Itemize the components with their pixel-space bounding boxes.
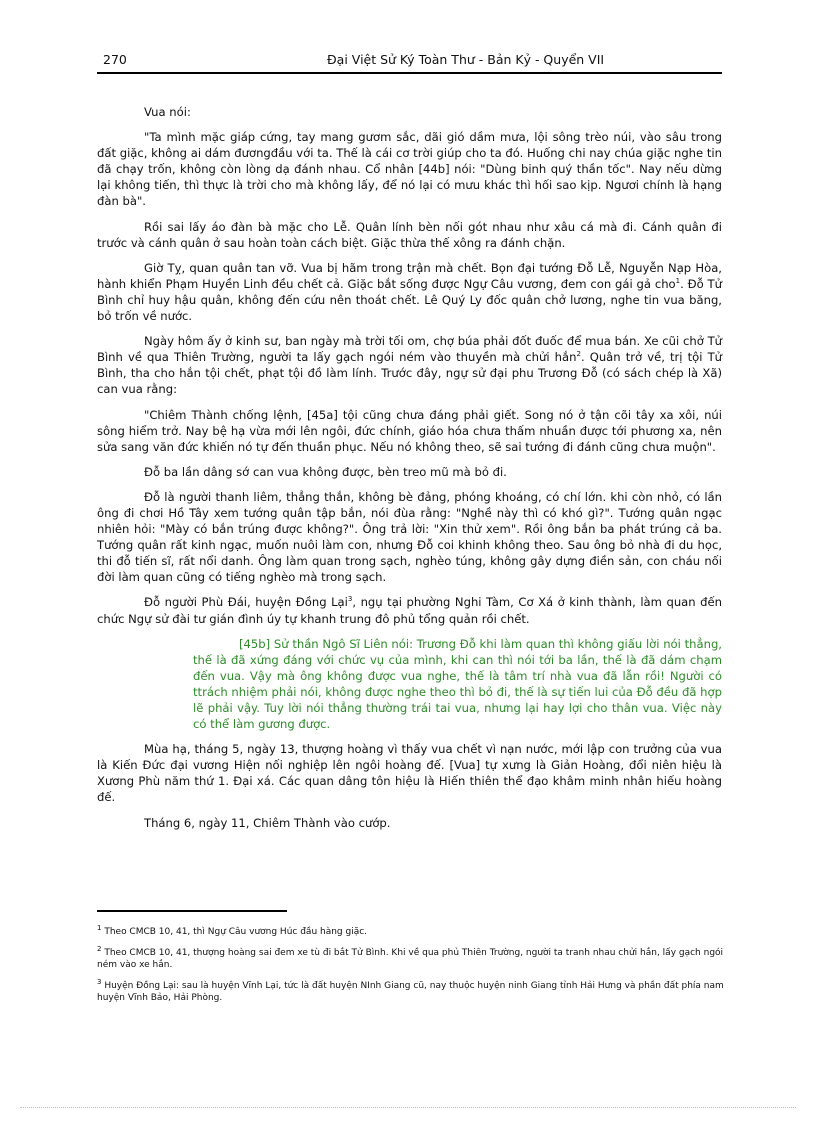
footnote-divider: [97, 910, 287, 912]
running-title: Đại Việt Sử Ký Toàn Thư - Bản Kỷ - Quyển VII: [327, 52, 605, 67]
footnote: $^1$ Theo CMCB 10, 41, thì Ngự Câu vương Húc đầu hàng giặc.: [97, 924, 368, 937]
historian-commentary: [45b] Sử thần Ngô Sĩ Liên nói: Trương Đỗ khi làm quan thì không giấu lời nói thẳng, thế là đã xứng đáng với chức vụ của mình, khi can thì nói tới ba lần, thế là đã dám chạm đến vua. Vậy mà ông không được vua nghe, thế là tâm trí nhà vua đã lẫn rồi! Người có ttrách nhiệm phải nói, không được nghe theo thì bỏ đi, thế là sự tiến lui của Đỗ đều đã hợp lẽ phải vậy. Tuy lời nói thẳng thường trái tai vua, nhưng lại hay lợi cho thân vua. Việc này có thể làm gương được.: [193, 636, 722, 732]
footnote: $^3$ Huyện Đồng Lại: sau là huyện Vĩnh Lại, tức là đất huyện NInh Giang cũ, nay thuộc huyện ninh Giang tỉnh Hải Hưng và phần đất phía nam huyện Vĩnh Bảo, Hải Phòng.: [97, 977, 724, 1003]
footnotes: [97, 926, 727, 1013]
paragraph: Tháng 6, ngày 11, Chiêm Thành vào cướp.: [144, 815, 391, 830]
page-number: 270: [103, 52, 127, 67]
footnote: $^2$ Theo CMCB 10, 41, thượng hoàng sai đem xe tù đi bắt Tử Bình. Khi về qua phủ Thiên Trường, người ta tranh nhau chửi hắn, lấy gạch ngói ném vào xe hắn.: [97, 944, 724, 970]
paragraph: Ngày hôm ấy ở kinh sư, ban ngày mà trời tối om, chợ búa phải đốt đuốc để mua bán. Xe cũi chở Tử Bình về qua Thiên Trường, người ta lấy gạch ngói ném vào thuyền mà chửi hắn$^2$. Quân trở về, trị tội Tử Bình, tha cho hắn tội chết, phạt tội đồ làm lính. Trước đây, ngự sử đại phu Trương Đỗ (có sách chép là Xã) can vua rằng:: [97, 334, 722, 397]
quote-paragraph: "Ta mình mặc giáp cứng, tay mang gươm sắc, dãi gió dầm mưa, lội sông trèo núi, vào sâu trong đất giặc, không ai dám đươngđầu với ta. Thế là cái cơ trời giúp cho ta đó. Huống chi nay chúa giặc nghe tin đã chạy trốn, không còn lòng dạ đánh nhau. Cổ nhân [44b] nói: "Dùng binh quý thần tốc". Nay nếu dừng lại không tiến, thì thực là trời cho mà không lấy, để nó lại có mưu khác thì hối sao kịp. Ngươi chính là hạng đàn bà".: [97, 130, 722, 209]
paragraph: Rồi sai lấy áo đàn bà mặc cho Lễ. Quân lính bèn nối gót nhau như xâu cá mà đi. Cánh quân đi trước và cánh quân ở sau hoàn toàn cách biệt. Giặc thừa thế xông ra đánh chặn.: [97, 219, 722, 250]
footnote-ref[interactable]: 2: [576, 350, 581, 359]
quote-paragraph: "Chiêm Thành chống lệnh, [45a] tội cũng chưa đáng phải giết. Song nó ở tận cõi tây xa xôi, núi sông hiểm trở. Nay bệ hạ vừa mới lên ngôi, đức chính, giáo hóa chưa thấm nhuần được tới phương xa, nên sửa sang văn đức khiến nó tự đến thuần phục. Nếu nó không theo, sẽ sai tướng đi đánh cũng chưa muộn".: [97, 407, 722, 454]
paragraph: Đỗ ba lần dâng sớ can vua không được, bèn treo mũ mà bỏ đi.: [144, 464, 507, 479]
body-text: [97, 104, 722, 840]
footnote-ref[interactable]: 3: [347, 595, 353, 604]
paragraph: Đỗ là người thanh liêm, thẳng thắn, không bè đảng, phóng khoáng, có chí lớn. khi còn nhỏ, có lần ông đi chơi Hồ Tây xem tướng quân tập bắn, nói đùa rằng: "Nghề này thì có khó gì?". Tướng quân ngạc nhiên hỏi: "Mày có bắn trúng được không?". Ông trả lời: "Xin thử xem". Rồi ông bắn ba phát trúng cả ba. Tướng quân rất kinh ngạc, muốn nuôi làm con, nhưng Đỗ coi khinh không theo. Sau ông bỏ nhà đi du học, thi đỗ tiến sĩ, rất nổi danh. Ông làm quan trong sạch, nghèo túng, không gây dựng điền sản, con cháu nối đời làm quan cũng có tiếng nghèo mà trong sạch.: [97, 489, 722, 585]
paragraph: Đỗ người Phù Đái, huyện Đồng Lại$^3$, ngụ tại phường Nghi Tàm, Cơ Xá ở kinh thành, làm quan đến chức Ngự sử đài tư gián đình úy tự khanh trung đô phủ tổng quản rồi chết.: [97, 595, 723, 626]
footnote-ref[interactable]: 1: [675, 276, 681, 285]
paragraph: Vua nói:: [144, 105, 191, 119]
paragraph: Giờ Tỵ, quan quân tan vỡ. Vua bị hãm trong trận mà chết. Bọn đại tướng Đỗ Lễ, Nguyễn Nạp Hòa, hành khiển Phạm Huyền Linh đều chết cả. Giặc bắt sống được Ngự Câu vương, đem con gái gả cho$^1$. Đỗ Tử Bình chỉ huy hậu quân, không đến cứu nên thoát chết. Lê Quý Ly đốc quân chở lương, nghe tin vua băng, bỏ trốn về nước.: [97, 260, 722, 324]
page-bottom-edge: [20, 1107, 796, 1108]
page-header: [97, 52, 722, 74]
paragraph: Mùa hạ, tháng 5, ngày 13, thượng hoàng vì thấy vua chết vì nạn nước, mới lập con trưởng của vua là Kiến Đức đại vương Hiện nối nghiệp lên ngôi hoàng đế. [Vua] tự xưng là Giản Hoàng, đổi niên hiệu là Xương Phù năm thứ 1. Đại xá. Các quan dâng tôn hiệu là Hiến thiên thể đạo khâm minh nhân hiếu hoàng đế.: [97, 742, 722, 805]
